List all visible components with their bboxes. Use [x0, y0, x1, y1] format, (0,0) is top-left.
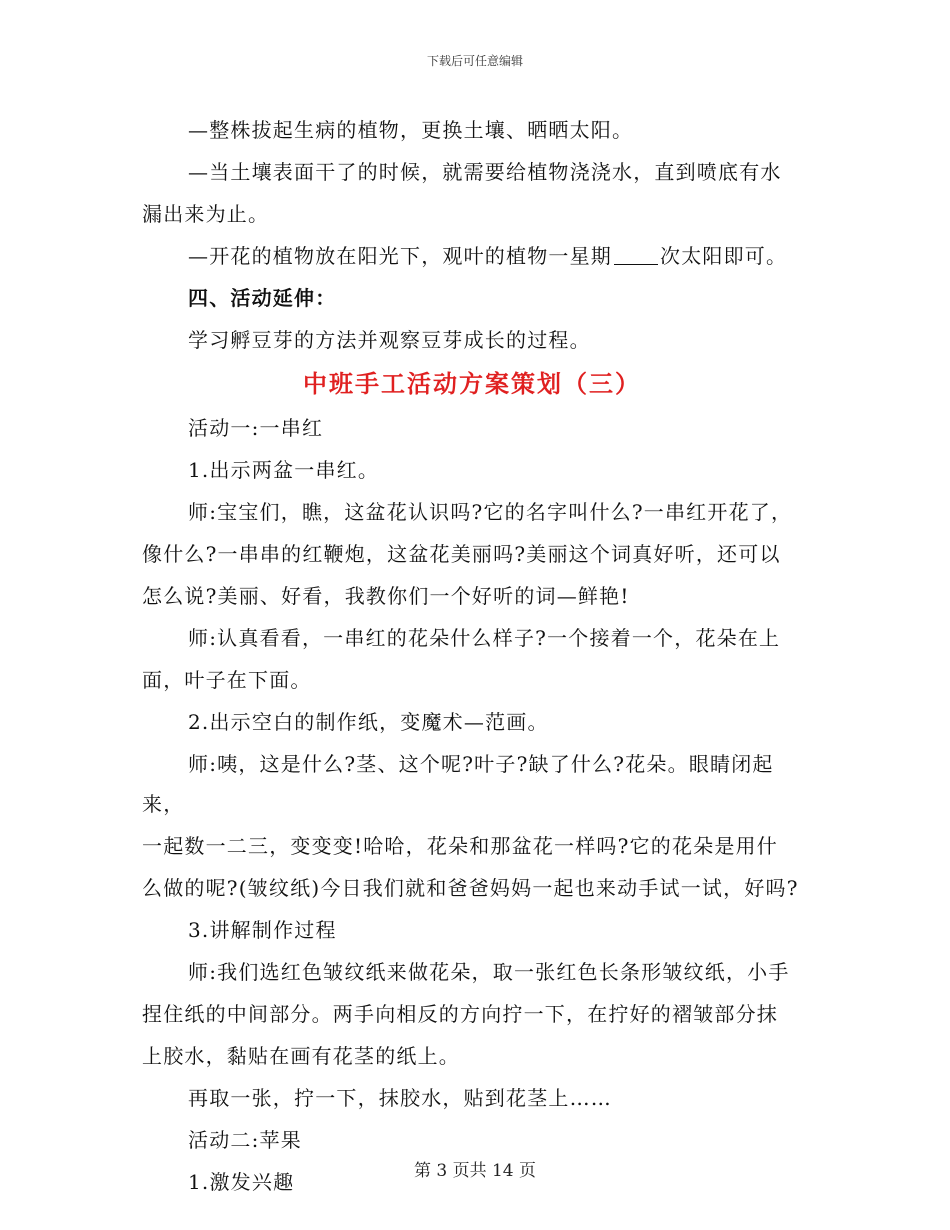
paragraph: —整株拔起生病的植物，更换土壤、晒晒太阳。 [188, 118, 634, 142]
paragraph: 再取一张，拧一下，抹胶水，贴到花茎上…… [188, 1086, 612, 1110]
paragraph: 捏住纸的中间部分。两手向相反的方向拧一下，在拧好的褶皱部分抹 [142, 1002, 778, 1026]
section-heading: 四、活动延伸： [188, 286, 337, 310]
text-span: 次太阳即可。 [660, 244, 788, 268]
paragraph-with-blank [142, 236, 802, 276]
header-note: 下载后可任意编辑 [426, 54, 523, 68]
text-span: —开花的植物放在阳光下，观叶的植物一星期 [188, 244, 612, 268]
fill-blank [614, 244, 658, 265]
step-heading: 3.讲解制作过程 [188, 918, 337, 942]
step-heading: 1.激发兴趣 [188, 1170, 295, 1194]
paragraph: 师:我们选红色皱纹纸来做花朵，取一张红色长条形皱纹纸，小手 [188, 960, 790, 984]
paragraph: 师:认真看看，一串红的花朵什么样子?一个接着一个，花朵在上 [188, 626, 781, 650]
paragraph: —当土壤表面干了的时候，就需要给植物浇浇水，直到喷底有水 [188, 160, 782, 184]
paragraph: 面，叶子在下面。 [142, 668, 312, 692]
step-heading: 1.出示两盆一串红。 [188, 458, 380, 482]
paragraph: 一起数一二三，变变变!哈哈，花朵和那盆花一样吗?它的花朵是用什 [142, 834, 778, 858]
paragraph: 师:咦，这是什么?茎、这个呢?叶子?缺了什么?花朵。眼睛闭起来， [142, 752, 774, 816]
step-heading: 2.出示空白的制作纸，变魔术—范画。 [188, 710, 549, 734]
document-body [142, 110, 802, 1204]
paragraph: 像什么?一串串的红鞭炮，这盆花美丽吗?美丽这个词真好听，还可以 [142, 542, 781, 566]
activity-heading: 活动二:苹果 [188, 1128, 302, 1152]
document-title: 中班手工活动方案策划（三） [303, 369, 641, 398]
paragraph: 学习孵豆芽的方法并观察豆芽成长的过程。 [188, 328, 591, 352]
paragraph: 漏出来为止。 [142, 202, 270, 226]
paragraph: 上胶水，黏贴在画有花茎的纸上。 [142, 1044, 460, 1068]
activity-heading: 活动一:一串红 [188, 416, 324, 440]
paragraph: 怎么说?美丽、好看，我教你们一个好听的词—鲜艳! [142, 584, 630, 608]
page-footer: 第 3 页共 14 页 [413, 1161, 537, 1181]
paragraph: 么做的呢?(皱纹纸)今日我们就和爸爸妈妈一起也来动手试一试，好吗? [142, 876, 799, 900]
paragraph: 师:宝宝们，瞧，这盆花认识吗?它的名字叫什么?一串红开花了， [188, 500, 793, 524]
